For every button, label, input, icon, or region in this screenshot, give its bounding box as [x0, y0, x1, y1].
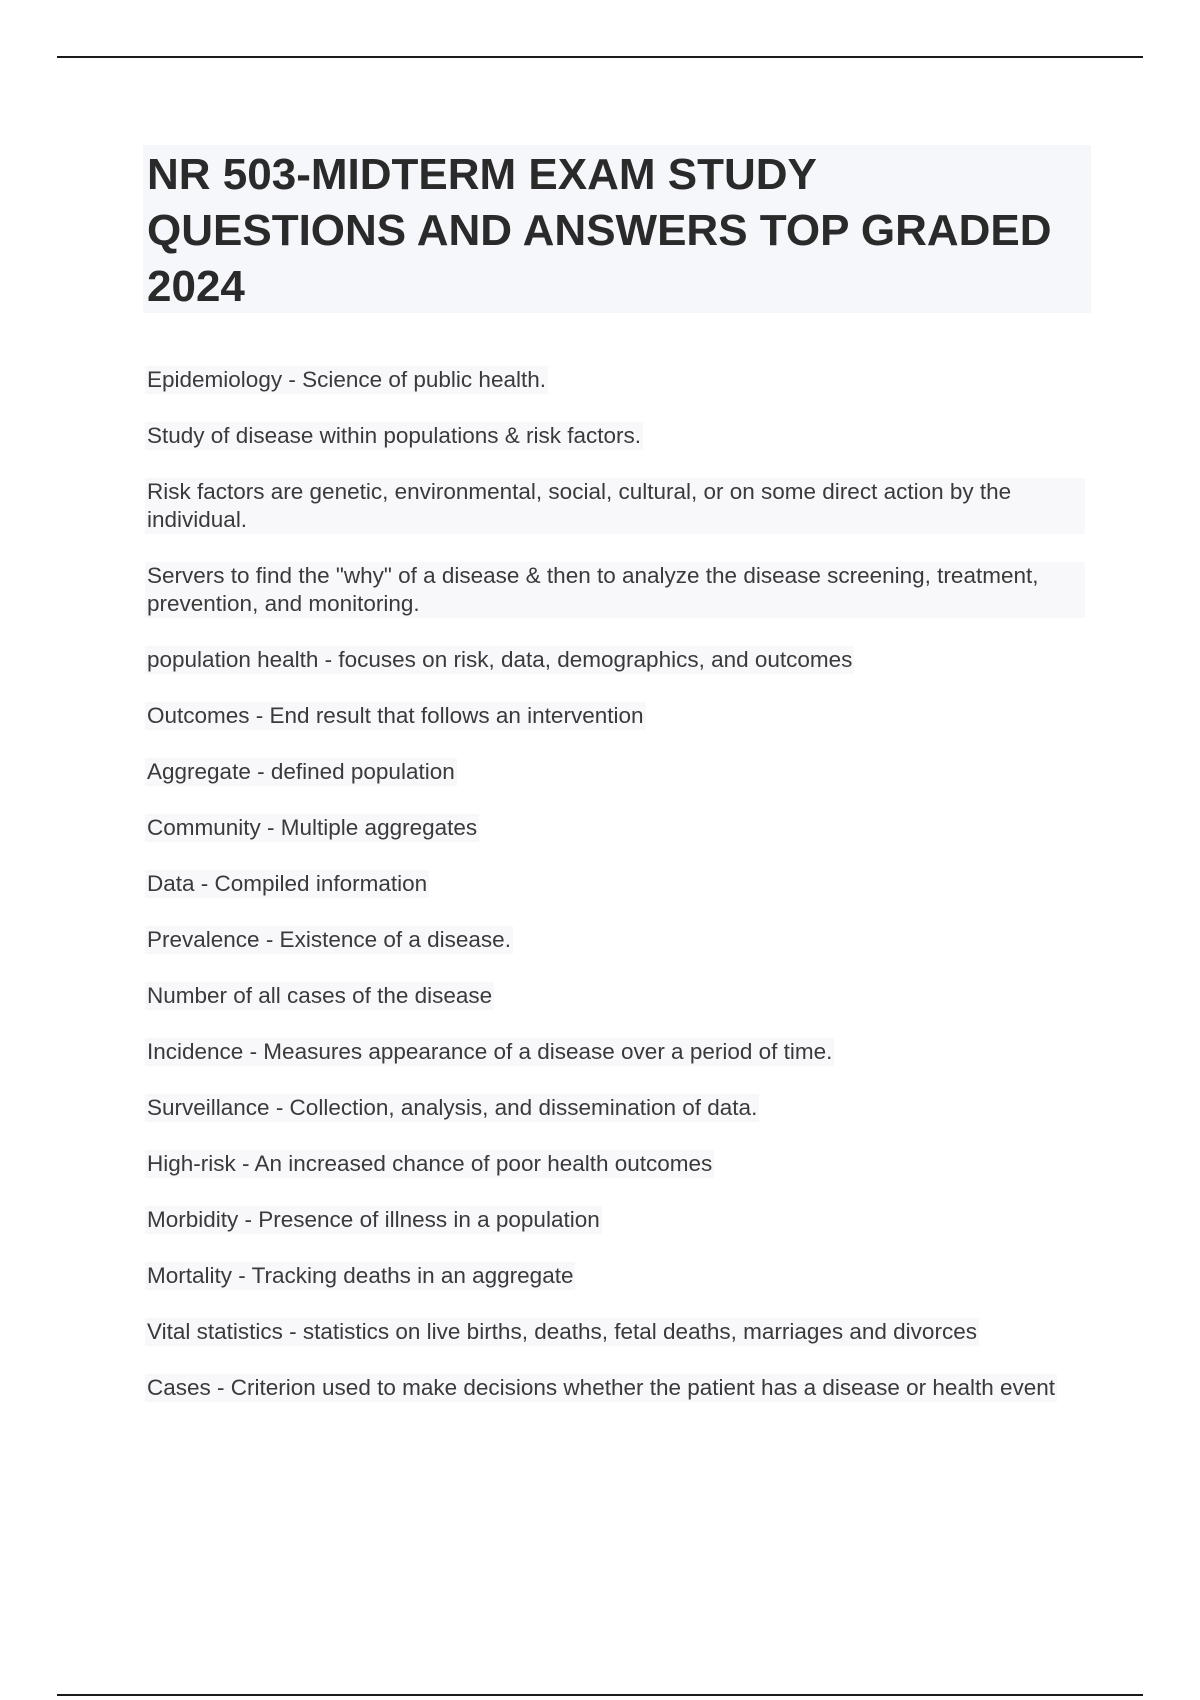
- entry-cases: Cases - Criterion used to make decisions whether the patient has a disease or health event: [147, 1375, 1056, 1400]
- entry-data: Data - Compiled information: [147, 871, 428, 896]
- bottom-rule: [57, 1694, 1143, 1696]
- title-block: [143, 145, 1091, 313]
- entry-incidence: Incidence - Measures appearance of a disease over a period of time.: [147, 1039, 833, 1064]
- top-rule: [57, 56, 1143, 58]
- entry-servers-why: Servers to find the "why" of a disease & then to analyze the disease screening, treatment, prevention, and monitoring.: [145, 562, 1085, 618]
- entry-mortality: Mortality - Tracking deaths in an aggregate: [147, 1263, 574, 1288]
- entry-aggregate: Aggregate - defined population: [147, 759, 455, 784]
- entry-morbidity: Morbidity - Presence of illness in a population: [147, 1207, 600, 1232]
- entry-risk-factors: Risk factors are genetic, environmental, social, cultural, or on some direct action by the individual.: [145, 478, 1085, 534]
- entry-community: Community - Multiple aggregates: [147, 815, 478, 840]
- entry-study-of-disease: Study of disease within populations & risk factors.: [147, 423, 642, 448]
- entry-outcomes: Outcomes - End result that follows an intervention: [147, 703, 644, 728]
- entry-high-risk: High-risk - An increased chance of poor health outcomes: [147, 1151, 713, 1176]
- entry-prevalence: Prevalence - Existence of a disease.: [147, 927, 511, 952]
- entry-population-health: population health - focuses on risk, data, demographics, and outcomes: [147, 647, 853, 672]
- entry-epidemiology: Epidemiology - Science of public health.: [147, 367, 546, 392]
- entry-list: [145, 366, 1085, 1430]
- document-title: NR 503-MIDTERM EXAM STUDY QUESTIONS AND ANSWERS TOP GRADED 2024: [147, 150, 1052, 311]
- entry-number-of-cases: Number of all cases of the disease: [147, 983, 493, 1008]
- entry-surveillance: Surveillance - Collection, analysis, and dissemination of data.: [147, 1095, 758, 1120]
- entry-vital-statistics: Vital statistics - statistics on live births, deaths, fetal deaths, marriages and divorces: [147, 1319, 977, 1344]
